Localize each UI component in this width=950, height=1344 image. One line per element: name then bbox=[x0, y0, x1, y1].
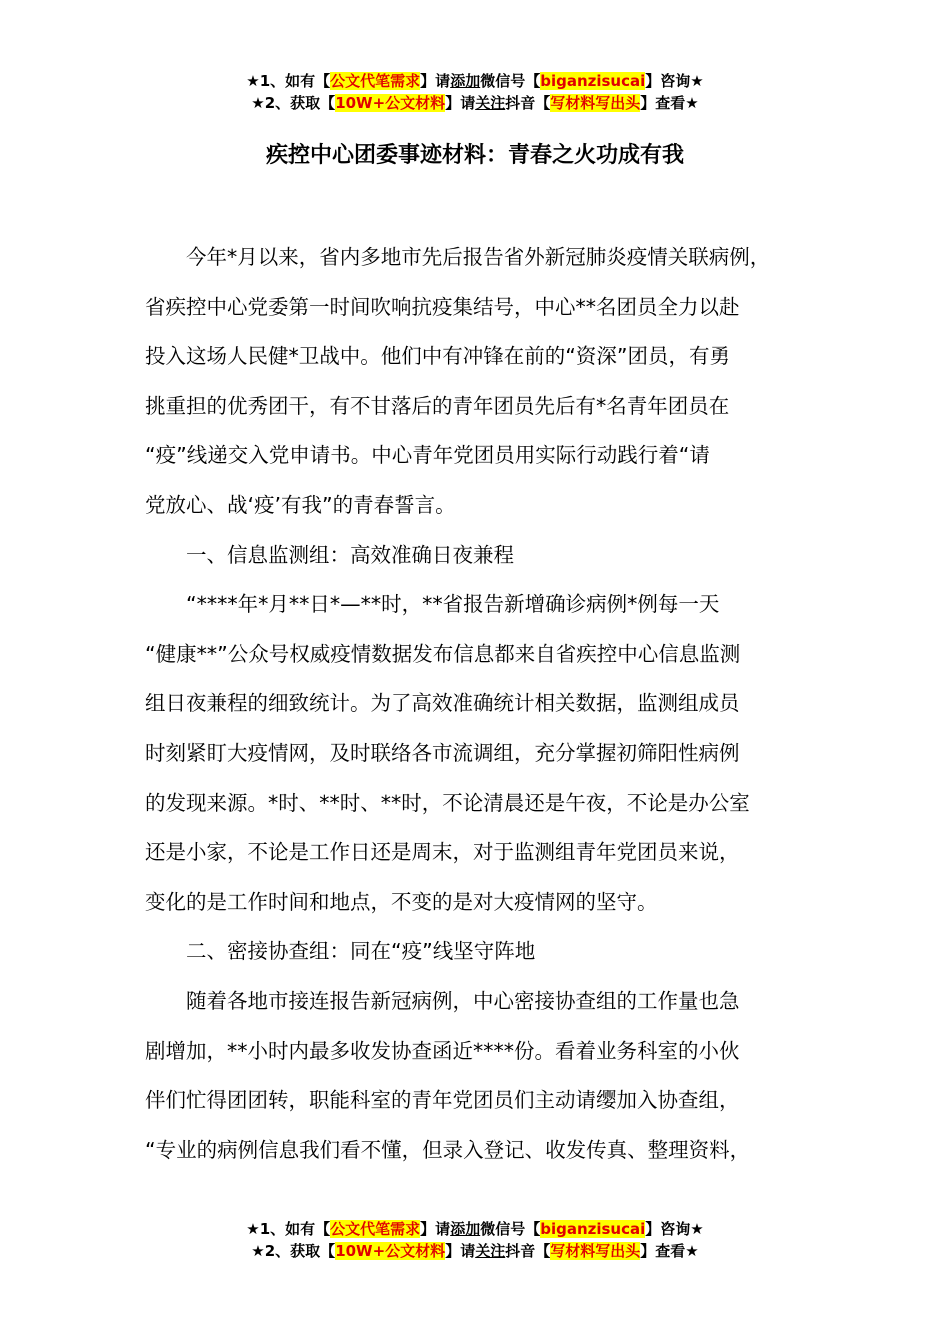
section-heading: 二、密接协查组：同在“疫”线坚守阵地 bbox=[186, 939, 536, 964]
body-line: 省疾控中心党委第一时间吹响抗疫集结号，中心**名团员全力以赴 bbox=[145, 294, 740, 319]
body-line: 党放心、战‘疫’有我”的青春誓言。 bbox=[145, 492, 456, 517]
banner-text: 】咨询★ bbox=[645, 1220, 704, 1238]
banner-text: 】咨询★ bbox=[645, 72, 704, 90]
footer-banner bbox=[0, 1218, 950, 1262]
banner-highlight: 公文代笔需求 bbox=[330, 72, 421, 90]
section-heading: 一、信息监测组：高效准确日夜兼程 bbox=[186, 542, 514, 567]
body-line: 随着各地市接连报告新冠病例，中心密接协查组的工作量也急 bbox=[186, 988, 740, 1013]
body-line: 剧增加，**小时内最多收发协查函近****份。看着业务科室的小伙 bbox=[145, 1038, 740, 1063]
body-line: “健康**”公众号权威疫情数据发布信息都来自省疾控中心信息监测 bbox=[145, 641, 741, 666]
banner-text: ★2、获取【 bbox=[251, 1242, 336, 1260]
banner-highlight: biganzisucai bbox=[540, 72, 646, 90]
body-line: 还是小家，不论是工作日还是周末，对于监测组青年党团员来说， bbox=[145, 840, 740, 865]
body-line: 投入这场人民健*卫战中。他们中有冲锋在前的“资深”团员，有勇 bbox=[145, 344, 730, 369]
banner-text: 抖音【 bbox=[505, 94, 551, 112]
banner-text: 】请 bbox=[445, 1242, 476, 1260]
banner-highlight: 10W+公文材料 bbox=[335, 94, 446, 112]
banner-underline: 关注 bbox=[475, 94, 506, 112]
body-line: 挑重担的优秀团干，有不甘落后的青年团员先后有*名青年团员在 bbox=[145, 393, 730, 418]
banner-highlight: 10W+公文材料 bbox=[335, 1242, 446, 1260]
banner-underline: 关注 bbox=[475, 1242, 506, 1260]
banner-line-2 bbox=[0, 1240, 950, 1262]
banner-text: 】请 bbox=[420, 1220, 451, 1238]
body-line: “专业的病例信息我们看不懂，但录入登记、收发传真、整理资料， bbox=[145, 1137, 751, 1162]
banner-text: ★2、获取【 bbox=[251, 94, 336, 112]
body-line: “疫”线递交入党申请书。中心青年党团员用实际行动践行着“请 bbox=[145, 443, 710, 468]
banner-text: 微信号【 bbox=[480, 1220, 541, 1238]
banner-text: 】查看★ bbox=[640, 1242, 699, 1260]
body-line: 变化的是工作时间和地点，不变的是对大疫情网的坚守。 bbox=[145, 889, 658, 914]
header-banner bbox=[0, 70, 950, 114]
banner-line-1 bbox=[0, 70, 950, 92]
body-line: 组日夜兼程的细致统计。为了高效准确统计相关数据，监测组成员 bbox=[145, 691, 740, 716]
body-line: 今年*月以来，省内多地市先后报告省外新冠肺炎疫情关联病例， bbox=[186, 245, 771, 269]
banner-highlight: 公文代笔需求 bbox=[330, 1220, 421, 1238]
document-title: 疾控中心团委事迹材料：青春之火功成有我 bbox=[265, 143, 684, 168]
banner-underline: 添加 bbox=[450, 72, 481, 90]
banner-underline: 添加 bbox=[450, 1220, 481, 1238]
body-line: 伴们忙得团团转，职能科室的青年党团员们主动请缨加入协查组， bbox=[145, 1088, 740, 1113]
body-line: 的发现来源。*时、**时、**时，不论清晨还是午夜，不论是办公室 bbox=[145, 790, 750, 815]
body-line: “****年*月**日*—**时，**省报告新增确诊病例*例每一天 bbox=[186, 592, 720, 617]
banner-text: 】查看★ bbox=[640, 94, 699, 112]
banner-highlight: 写材料写出头 bbox=[550, 94, 641, 112]
banner-highlight: 写材料写出头 bbox=[550, 1242, 641, 1260]
banner-line-1 bbox=[0, 1218, 950, 1240]
banner-text: ★1、如有【 bbox=[246, 72, 331, 90]
banner-text: 】请 bbox=[445, 94, 476, 112]
banner-text: ★1、如有【 bbox=[246, 1220, 331, 1238]
banner-text: 】请 bbox=[420, 72, 451, 90]
body-line: 时刻紧盯大疫情网，及时联络各市流调组，充分掌握初筛阳性病例 bbox=[145, 740, 740, 765]
document-body bbox=[145, 233, 835, 1175]
banner-text: 抖音【 bbox=[505, 1242, 551, 1260]
banner-text: 微信号【 bbox=[480, 72, 541, 90]
banner-highlight: biganzisucai bbox=[540, 1220, 646, 1238]
banner-line-2 bbox=[0, 92, 950, 114]
